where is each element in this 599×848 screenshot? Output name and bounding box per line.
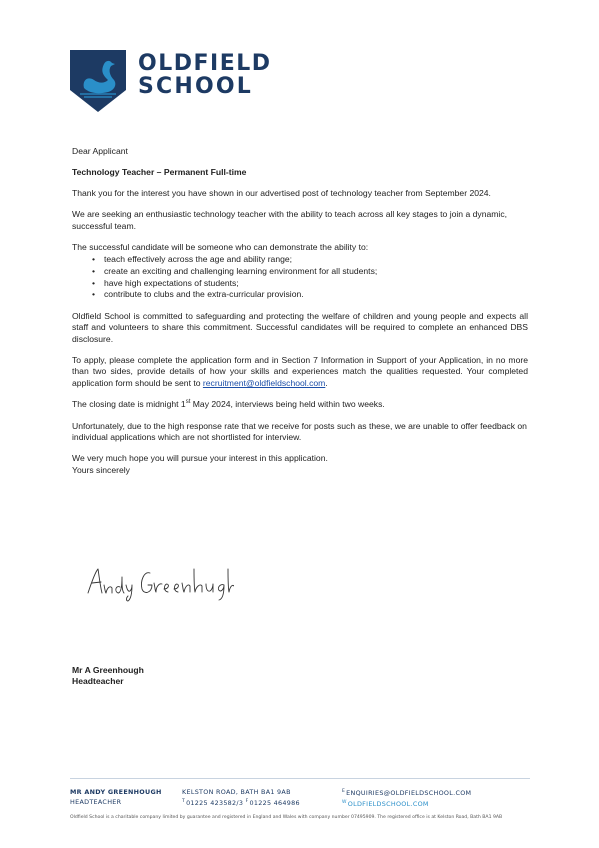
list-item: • create an exciting and challenging learning environment for all students;: [92, 266, 378, 277]
list-item: • teach effectively across the age and ability range;: [92, 254, 293, 265]
paragraph-how-to-apply: To apply, please complete the application form and in Section 7 Information in Support of your Application, in no more than two sides, provide details of how your skills and experiences match the qualities requested. Your completed application form should be sent to recruitment@oldfieldschool.com.: [72, 355, 528, 388]
list-item: • contribute to clubs and the extra-curricular provision.: [92, 289, 304, 300]
footer-headteacher: [70, 787, 162, 807]
footer-divider: [70, 778, 530, 779]
recruitment-email-link[interactable]: recruitment@oldfieldschool.com: [202, 377, 326, 388]
signer-title: Headteacher: [72, 676, 124, 686]
school-name-line2: SCHOOL: [138, 74, 254, 99]
paragraph-seeking: We are seeking an enthusiastic technology teacher with the ability to teach across all key stages to join a dynamic, successful team.: [72, 209, 508, 231]
handwritten-signature: [84, 563, 234, 603]
school-name-line1: OLDFIELD: [138, 51, 272, 76]
footer-name: MR ANDY GREENHOUGH: [70, 788, 162, 796]
paragraph-hope: We very much hope you will pursue your interest in this application.: [72, 453, 328, 464]
school-name: [138, 52, 272, 99]
signoff-block: [72, 665, 144, 687]
letter-subject: Technology Teacher – Permanent Full-time: [72, 167, 247, 178]
paragraph-thanks: Thank you for the interest you have shown in our advertised post of technology teacher from September 2024.: [72, 187, 491, 198]
signer-name: Mr A Greenhough: [72, 665, 144, 675]
paragraph-criteria-intro: The successful candidate will be someone who can demonstrate the ability to:: [72, 242, 369, 253]
footer-address: KELSTON ROAD, BATH BA1 9AB: [182, 788, 291, 796]
swan-crest-icon: [70, 50, 126, 112]
paragraph-closing-date: The closing date is midnight 1st May 2024, interviews being held within two weeks.: [72, 399, 385, 410]
footer-email[interactable]: $^E$ENQUIRIES@OLDFIELDSCHOOL.COM: [342, 789, 472, 798]
list-item: • have high expectations of students;: [92, 277, 239, 288]
footer-address-block: [182, 787, 300, 808]
footer-phone: $^T$01225 423582/3 $^F$01225 464986: [182, 799, 300, 808]
salutation: Dear Applicant: [72, 146, 128, 156]
paragraph-safeguarding: Oldfield School is committed to safeguarding and protecting the welfare of children and young people and expects all staff and volunteers to share this commitment. Successful candidates will be required to complete an enhanced DBS disclosure.: [72, 310, 528, 344]
paragraph-feedback: Unfortunately, due to the high response rate that we receive for posts such as these, we are unable to offer feedback on individual applications which are not shortlisted for interview.: [72, 420, 527, 443]
closing: Yours sincerely: [72, 464, 130, 475]
footer-role: HEADTEACHER: [70, 798, 122, 806]
legal-notice: Oldfield School is a charitable company limited by guarantee and registered in England and Wales with company number 07495909. The registered office is at Kelston Road, Bath BA1 9AB: [70, 815, 503, 820]
footer-website[interactable]: $^W$OLDFIELDSCHOOL.COM: [342, 800, 429, 809]
criteria-list: [92, 254, 528, 300]
school-logo: [70, 50, 272, 112]
letter-body: [72, 146, 528, 476]
footer-contact-block: [342, 787, 471, 809]
